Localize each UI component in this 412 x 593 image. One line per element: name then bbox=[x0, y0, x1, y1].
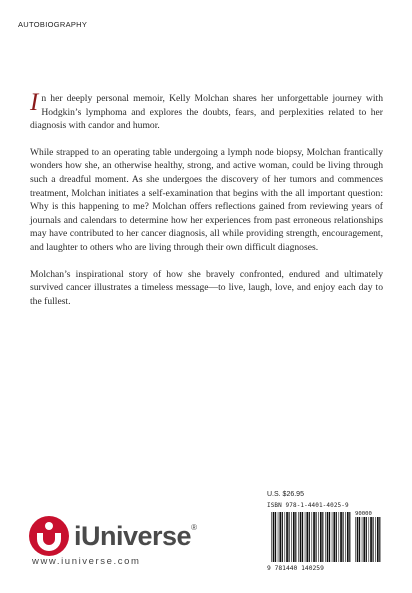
barcode-bar bbox=[349, 512, 350, 562]
barcode-bar bbox=[286, 512, 288, 562]
barcode-bar bbox=[325, 512, 326, 562]
barcode-bar bbox=[333, 512, 335, 562]
barcode-bar bbox=[306, 512, 308, 562]
barcode-bar bbox=[275, 512, 276, 562]
barcode-bar bbox=[343, 512, 344, 562]
barcode-bar bbox=[278, 512, 279, 562]
blurb-paragraph-3: Molchan’s inspirational story of how she bravely confronted, endured and ultimately survived cancer illustrates a timeless message—to live, laugh, love, and enjoy each day to the fullest. bbox=[30, 268, 383, 307]
drop-cap: I bbox=[30, 89, 39, 116]
barcode-bar bbox=[370, 517, 372, 562]
blurb-paragraph-1-text: n her deeply personal memoir, Kelly Molchan shares her unforgettable journey with Hodgkin’s lymphoma and explores the doubts, fears, and perplexities related to her diagnosis with candor and humor. bbox=[30, 93, 383, 132]
barcode-bar bbox=[312, 512, 313, 562]
barcode-bar bbox=[369, 517, 370, 562]
barcode-bar bbox=[379, 517, 380, 562]
barcode-bar bbox=[273, 512, 275, 562]
barcode-bar bbox=[362, 517, 363, 562]
barcode-bar bbox=[318, 512, 319, 562]
ean-bars bbox=[271, 512, 350, 562]
barcode-bar bbox=[340, 512, 342, 562]
publisher-url: www.iuniverse.com bbox=[32, 556, 141, 567]
barcode-bar bbox=[357, 517, 359, 562]
barcode-bar bbox=[363, 517, 365, 562]
barcode-bar bbox=[302, 512, 303, 562]
isbn-label: ISBN 978-1-4401-4025-9 bbox=[267, 502, 349, 509]
iuniverse-logo-icon bbox=[28, 515, 70, 557]
publisher-name: iUniverse® bbox=[74, 521, 197, 551]
ean-digits: 9 781440 140259 bbox=[267, 565, 324, 572]
barcode-bar bbox=[345, 512, 346, 562]
barcode-bar bbox=[327, 512, 329, 562]
barcode-bar bbox=[366, 517, 367, 562]
barcode-bar bbox=[298, 512, 299, 562]
back-cover-blurb bbox=[30, 89, 383, 321]
barcode-bar bbox=[289, 512, 290, 562]
barcode-bar bbox=[305, 512, 306, 562]
barcode-bar bbox=[322, 512, 323, 562]
barcode-bar bbox=[300, 512, 302, 562]
barcode-bar bbox=[355, 517, 356, 562]
barcode-bar bbox=[285, 512, 286, 562]
barcode-bar bbox=[332, 512, 333, 562]
barcode-bar bbox=[375, 517, 376, 562]
addon-digits: 90000 bbox=[355, 511, 372, 517]
barcode-bar bbox=[316, 512, 317, 562]
barcode-bar bbox=[339, 512, 340, 562]
barcode-bar bbox=[347, 512, 349, 562]
barcode-bar bbox=[271, 512, 272, 562]
barcode-bar bbox=[320, 512, 322, 562]
barcode-bar bbox=[373, 517, 374, 562]
blurb-paragraph-2: While strapped to an operating table undergoing a lymph node biopsy, Molchan frantically wonders how she, an otherwise healthy, strong, and active woman, could be living through such a dreadful moment. As she undergoes the discovery of her tumors and commences treatment, Molchan initiates a self-examination that begins with the all important question: Why is this happening to me? Molchan offers reflections gained from reviewing years of journals and calendars to determine how her experiences from past erroneous relationships may have contributed to her cancer diagnosis, all while providing strength, encouragement, and laughter to others who are living through their own difficult diagnoses. bbox=[30, 146, 383, 253]
addon-bars bbox=[355, 517, 380, 562]
barcode-bar bbox=[377, 517, 379, 562]
blurb-paragraph-1 bbox=[30, 89, 383, 133]
barcode-bar bbox=[336, 512, 337, 562]
genre-label: AUTOBIOGRAPHY bbox=[18, 20, 88, 29]
barcode-bar bbox=[359, 517, 360, 562]
barcode-bar bbox=[295, 512, 296, 562]
barcode-bar bbox=[291, 512, 292, 562]
barcode-bar bbox=[279, 512, 281, 562]
isbn-barcode bbox=[265, 510, 385, 572]
barcode-bar bbox=[309, 512, 310, 562]
barcode-bar bbox=[293, 512, 295, 562]
barcode-bar bbox=[313, 512, 315, 562]
barcode-bar bbox=[282, 512, 283, 562]
price-label: U.S. $26.95 bbox=[267, 491, 304, 498]
barcode-bar bbox=[329, 512, 330, 562]
